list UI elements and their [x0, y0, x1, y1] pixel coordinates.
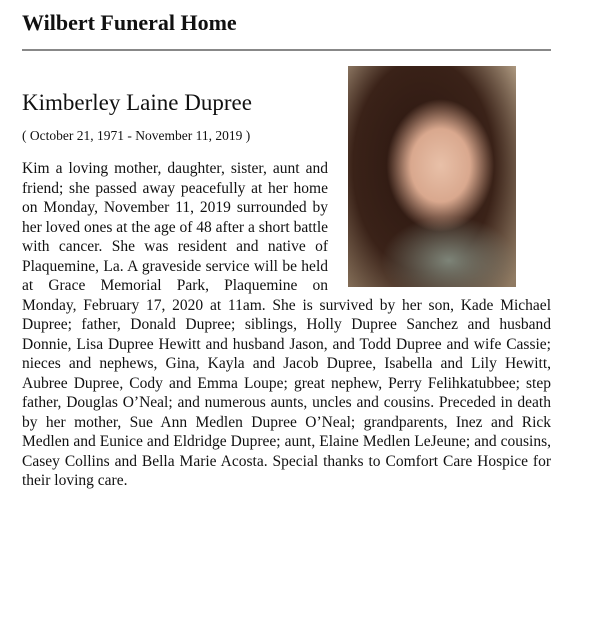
- life-dates: ( October 21, 1971 - November 11, 2019 ): [22, 128, 251, 143]
- portrait-photo: [348, 66, 516, 287]
- site-title: Wilbert Funeral Home: [22, 10, 237, 35]
- divider: [22, 49, 551, 51]
- obituary-text: Kim a loving mother, daughter, sister, aunt and friend; she passed away peacefully at her home on Monday, November 11, 2019 surrounded by her loved ones at the age of 48 after a short battle with cancer. She was resident and native of Plaquemine, La. A graveside service will be held at Grace Memorial Park, Plaquemine on Monday, February 17, 2020 at 11am. She is survived by her son, Kade Michael Dupree; father, Donald Dupree; siblings, Holly Dupree Sanchez and husband Donnie, Lisa Dupree Hewitt and husband Jason, and Todd Dupree and wife Cassie; nieces and nephews, Gina, Kayla and Jacob Dupree, Isabella and Lily Hewitt, Aubree Dupree, Cody and Emma Loupe; great nephew, Perry Felihkatubbee; step father, Douglas O’Neal; and numerous aunts, uncles and cousins. Preceded in death by her mother, Sue Ann Medlen Dupree O’Neal; grandparents, Inez and Rick Medlen and Eunice and Eldridge Dupree; aunt, Elaine Medlen LeJeune; and cousins, Casey Collins and Bella Marie Acosta. Special thanks to Comfort Care Hospice for their loving care.: [22, 160, 551, 489]
- page-content: [22, 0, 551, 491]
- deceased-name: Kimberley Laine Dupree: [22, 90, 252, 115]
